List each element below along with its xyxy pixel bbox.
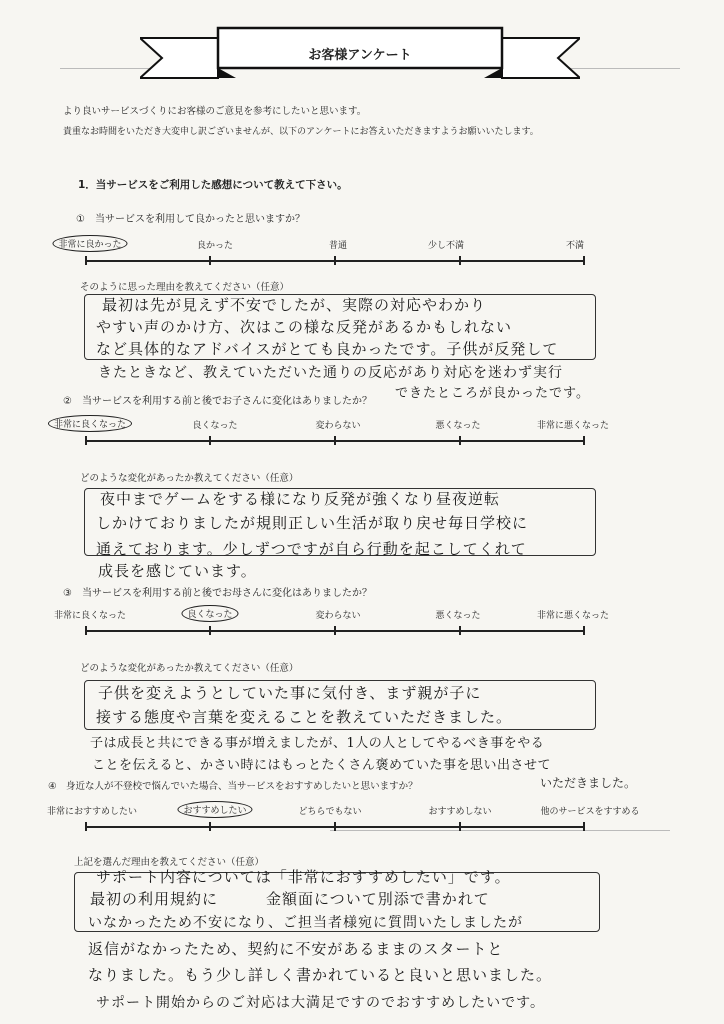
q1-answer-line-5: できたところが良かったです。 xyxy=(395,386,590,401)
q4-reason-label: 上記を選んだ理由を教えてください（任意） xyxy=(74,857,265,868)
q3-answer-line-1: 子供を変えようとしていた事に気付き、まず親が子に xyxy=(98,684,482,702)
q2-answer-line-1: 夜中までゲームをする様になり反発が強くなり昼夜逆転 xyxy=(100,490,501,508)
question-4: ④ 身近な人が不登校で悩んでいた場合、当サービスをおすすめしたいと思いますか？ xyxy=(48,781,418,792)
q3-answer-line-4: ことを伝えると、かさい時にはもっとたくさん褒めていた事を思い出させて xyxy=(92,758,552,773)
question-2: ② 当サービスを利用する前と後でお子さんに変化はありましたか？ xyxy=(63,396,372,407)
page-title: お客様アンケート xyxy=(308,48,412,63)
q2-answer-line-2: しかけておりましたが規則正しい生活が取り戻せ毎日学校に xyxy=(96,514,529,532)
q3-option-better[interactable]: 良くなった xyxy=(181,605,238,622)
q4-answer-line-4: 返信がなかったため、契約に不安があるままのスタートと xyxy=(88,940,504,958)
q1-option-good[interactable]: 良かった xyxy=(196,241,234,251)
q2-option-much-worse[interactable]: 非常に悪くなった xyxy=(536,421,610,431)
q1-option-very-good[interactable]: 非常に良かった xyxy=(52,235,127,252)
q4-option-recommend[interactable]: おすすめしたい xyxy=(177,801,252,818)
question-3: ③ 当サービスを利用する前と後でお母さんに変化はありましたか？ xyxy=(63,588,372,599)
q2-answer-line-4: 成長を感じています。 xyxy=(98,562,257,580)
q1-option-dissatisfied[interactable]: 不満 xyxy=(565,241,585,251)
q3-answer-line-3: 子は成長と共にできる事が増えましたが、1人の人としてやるべき事をやる xyxy=(90,736,545,751)
q1-answer-line-3: など具体的なアドバイスがとても良かったです。子供が反発して xyxy=(96,340,559,358)
q2-reason-label: どのような変化があったか教えてください（任意） xyxy=(80,473,299,484)
q2-option-better[interactable]: 良くなった xyxy=(192,421,238,431)
q4-answer-line-3: いなかったため不安になり、ご担当者様宛に質問いたしましたが xyxy=(88,915,523,931)
q4-option-neutral[interactable]: どちらでもない xyxy=(298,807,362,817)
q2-answer-line-3: 通えております。少しずつですが自ら行動を起こしてくれて xyxy=(96,540,527,558)
intro-text-1: より良いサービスづくりにお客様のご意見を参考にしたいと思います。 xyxy=(63,106,367,117)
q2-option-much-better[interactable]: 非常に良くなった xyxy=(48,415,132,432)
intro-text-2: 貴重なお時間をいただき大変申し訳ございませんが、以下のアンケートにお答えいただきますようお願いいたします。 xyxy=(63,127,539,137)
q4-option-other-service[interactable]: 他のサービスをすすめる xyxy=(540,807,640,817)
q4-answer-line-5: なりました。もう少し詳しく書かれていると良いと思いました。 xyxy=(88,966,553,984)
q1-answer-line-2: やすい声のかけ方、次はこの様な反発があるかもしれない xyxy=(96,318,513,336)
q3-option-worse[interactable]: 悪くなった xyxy=(435,611,481,621)
question-1: ① 当サービスを利用して良かったと思いますか？ xyxy=(76,214,305,225)
q4-option-not-recommend[interactable]: おすすめしない xyxy=(428,807,492,817)
q1-option-normal[interactable]: 普通 xyxy=(328,241,348,251)
q4-answer-line-2: 最初の利用規約に 金額面について別添で書かれて xyxy=(90,890,490,908)
q4-option-highly-recommend[interactable]: 非常におすすめしたい xyxy=(46,807,138,817)
section-1-title: 1．当サービスをご利用した感想について教えて下さい。 xyxy=(78,179,348,191)
q1-answer-line-4: きたときなど、教えていただいた通りの反応があり対応を迷わず実行 xyxy=(98,365,563,381)
q3-option-no-change[interactable]: 変わらない xyxy=(315,611,361,621)
q4-answer-line-6: サポート開始からのご対応は大満足ですのでおすすめしたいです。 xyxy=(96,995,546,1011)
page-bleed-line xyxy=(330,830,670,831)
q1-answer-line-1: 最初は先が見えず不安でしたが、実際の対応やわかり xyxy=(102,296,487,314)
q2-option-no-change[interactable]: 変わらない xyxy=(315,421,361,431)
q3-option-much-worse[interactable]: 非常に悪くなった xyxy=(536,611,610,621)
q4-answer-line-1: サポート内容については「非常におすすめしたい」です。 xyxy=(96,868,511,886)
q1-option-slightly-dissatisfied[interactable]: 少し不満 xyxy=(427,241,465,251)
q3-answer-line-5: いただきました。 xyxy=(540,776,637,790)
q1-reason-label: そのように思った理由を教えてください（任意） xyxy=(80,282,290,293)
q3-reason-label: どのような変化があったか教えてください（任意） xyxy=(80,663,299,674)
q3-answer-line-2: 接する態度や言葉を変えることを教えていただきました。 xyxy=(96,708,513,726)
q2-option-worse[interactable]: 悪くなった xyxy=(435,421,481,431)
q3-option-much-better[interactable]: 非常に良くなった xyxy=(53,611,127,621)
